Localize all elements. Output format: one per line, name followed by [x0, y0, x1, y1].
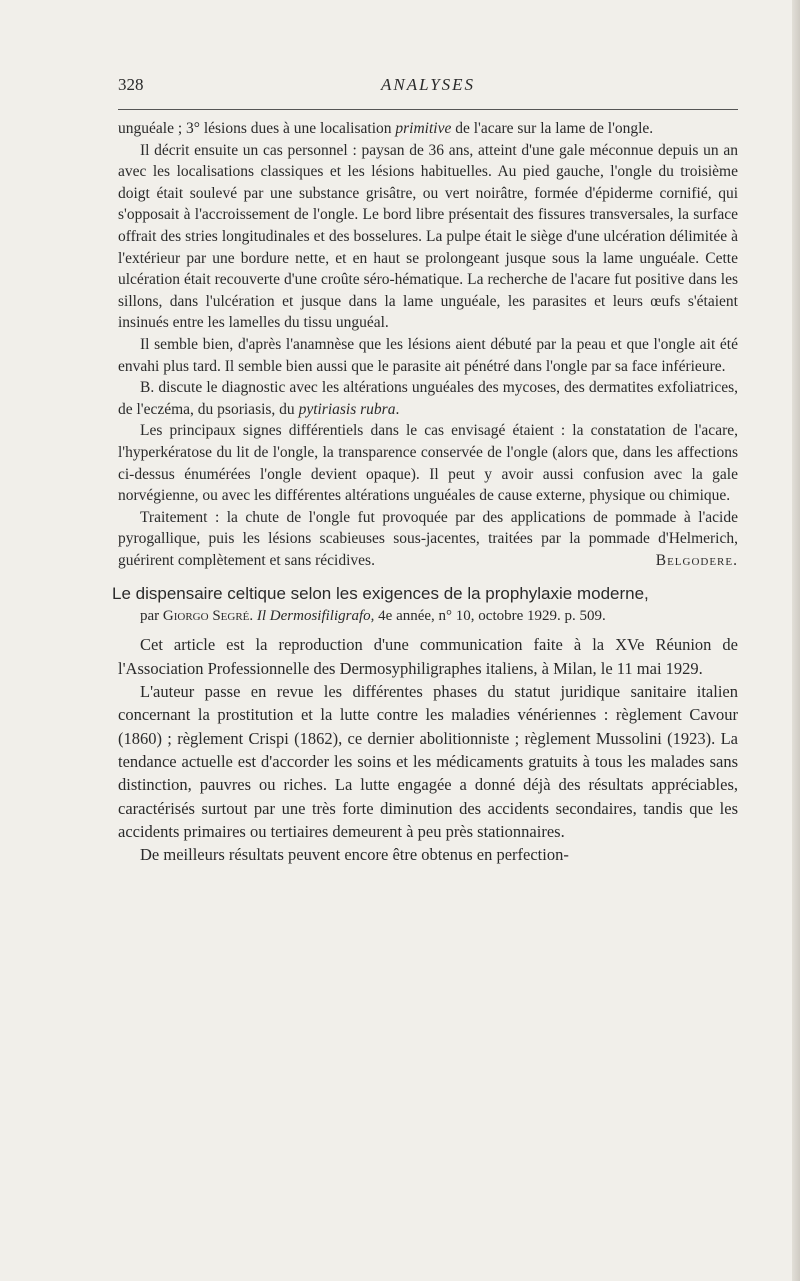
review-belgodere [118, 118, 738, 571]
review-segre [112, 583, 738, 866]
article-title: Le dispensaire celtique selon les exigences de la prophylaxie moderne, [112, 584, 649, 604]
citation: par Giorgo Segré. Il Dermosifiligrafo, 4e année, n° 10, octobre 1929. p. 509. [140, 608, 606, 625]
page-header [118, 75, 738, 101]
paragraph: unguéale ; 3° lésions dues à une localisation primitive de l'acare sur la lame de l'ongle. [118, 120, 654, 137]
signature: Belgodere. [655, 551, 738, 569]
running-title: ANALYSES [380, 75, 476, 94]
paragraph: B. discute le diagnostic avec les altérations unguéales des mycoses, des dermatites exfoliatrices, de l'eczéma, du psoriasis, du pytiriasis rubra. [118, 379, 738, 418]
paragraph: Il décrit ensuite un cas personnel : paysan de 36 ans, atteint d'une gale méconnue depuis un an avec les localisations classiques et les lésions habituelles. Au pied gauche, l'ongle du troisième doigt était soulevé par une substance grisâtre, ou vert noirâtre, formée d'épiderme cornifié, qui s'opposait à l'accroissement de l'ongle. Le bord libre présentait des fissures transversales, la surface offrait des stries longitudinales et des bosselures. La pulpe était le siège d'une ulcération délimitée à l'extérieur par une bordure nette, et en haut se prolongeant jusque sous la lame unguéale. Cette ulcération était recouverte d'une croûte séro-hématique. La recherche de l'acare fut positive dans les sillons, dans l'ulcération et jusque dans la lame unguéale, les parasites et leurs œufs s'étaient insinués entre les lamelles du tissu unguéal. [118, 141, 738, 332]
page-edge [792, 0, 800, 1281]
author-name: Giorgo Segré. [162, 608, 254, 625]
paragraph: Cet article est la reproduction d'une communication faite à la XVe Réunion de l'Association Professionnelle des Dermosyphiligraphes italiens, à Milan, le 11 mai 1929. [118, 635, 738, 678]
paragraph: Les principaux signes différentiels dans le cas envisagé étaient : la constatation de l'acare, l'hyperkératose du lit de l'ongle, la transparence conservée de l'ongle (alors que, dans les affections ci-dessus énumérées l'ongle devient opaque). Il peut y avoir aussi confusion avec la gale norvégienne, ou avec les différentes altérations unguéales de cause externe, physique ou chimique. [118, 422, 738, 505]
italic-term: primitive [395, 120, 452, 137]
journal-name: Il Dermosifiligrafo, [256, 608, 375, 625]
italic-term: pytiriasis rubra [298, 400, 396, 418]
paragraph: Traitement : la chute de l'ongle fut provoquée par des applications de pommade à l'acide pyrogallique, puis les lésions scabieuses sous-jacentes, traitées par la pommade d'Helmerich, guérirent complètement et sans récidives. Belgodere. [118, 507, 738, 572]
header-rule [118, 109, 738, 110]
page-body [112, 118, 738, 866]
paragraph: Il semble bien, d'après l'anamnèse que les lésions aient débuté par la peau et que l'ongle ait été envahi plus tard. Il semble bien aussi que le parasite ait pénétré dans l'ongle par sa face inférieure. [118, 335, 738, 375]
page-number: 328 [118, 75, 144, 94]
paragraph: De meilleurs résultats peuvent encore être obtenus en perfection- [140, 845, 569, 865]
paragraph: L'auteur passe en revue les différentes phases du statut juridique sanitaire italien concernant la prostitution et la lutte contre les maladies vénériennes : règlement Cavour (1860) ; règlement Crispi (1862), ce dernier abolitionniste ; règlement Mussolini (1923). La tendance actuelle est d'accorder les soins et les médicaments gratuits à tous les malades sans distinction, pauvres ou riches. La lutte engagée a donné déjà des résultats appréciables, caractérisés surtout par une très forte diminution des accidents secondaires, tandis que les accidents primaires ou tertiaires demeurent à peu près stationnaires. [118, 682, 738, 841]
